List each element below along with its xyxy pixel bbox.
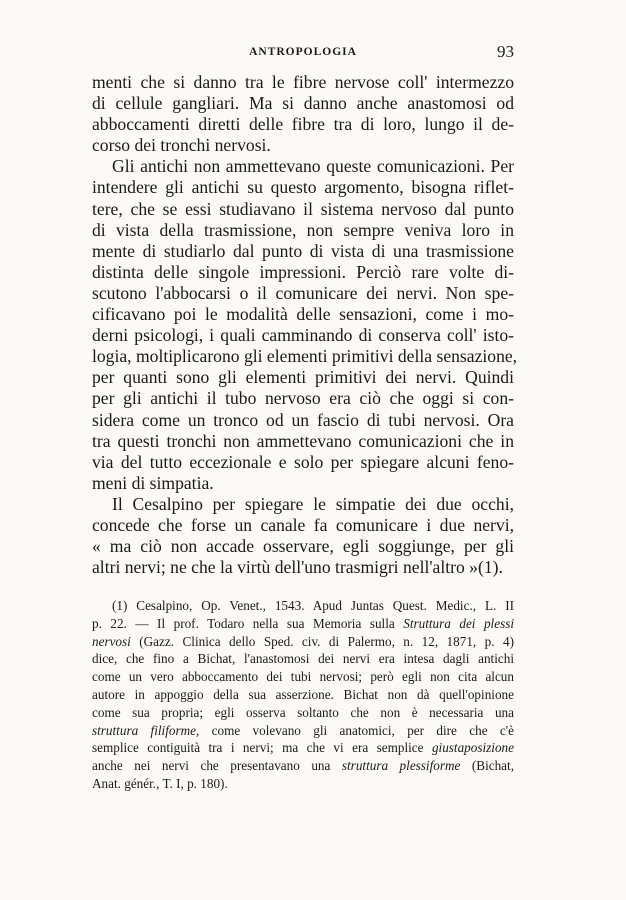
body-line: meni di simpatia. — [92, 472, 214, 493]
footnote-line — [92, 597, 514, 615]
footnote-text: , come volevano gli anatomici, per dire che c'è — [195, 722, 515, 738]
body-line: cificavano poi le modalità delle sensazioni, come i mo- — [92, 304, 514, 325]
footnote-line — [92, 704, 514, 722]
footnote-line — [92, 668, 514, 686]
footnote-line — [92, 615, 514, 633]
body-line: scutono l'abbocarsi o il comunicare dei nervi. Non spe- — [92, 282, 514, 303]
footnote-italic-title: Struttura dei plessi — [403, 615, 515, 631]
footnote-line — [92, 650, 514, 668]
footnote-line — [92, 739, 514, 757]
body-line: abboccamenti diretti delle fibre tra di loro, lungo il de- — [92, 114, 514, 135]
footnote-line — [92, 686, 514, 704]
body-line: tra questi tronchi non ammettevano comunicazioni che in — [92, 430, 514, 451]
footnote — [92, 597, 514, 793]
body-line: distinta delle singole impressioni. Perciò rare volte di- — [92, 261, 514, 282]
body-line: di cellule gangliari. Ma si danno anche anastomosi od — [92, 93, 514, 114]
footnote-text: p. 22. — Il prof. Todaro nella sua Memoria sulla — [92, 615, 404, 631]
body-line: mente di studiarlo dal punto di vista di una trasmissione — [92, 240, 514, 261]
footnote-text: (1) Cesalpino, Op. Venet., 1543. Apud Juntas Quest. Medic., L. II — [112, 598, 514, 613]
footnote-italic-title: nervosi — [92, 633, 131, 649]
footnote-line — [92, 757, 514, 775]
body-line: Il Cesalpino per spiegare le simpatie dei due occhi, — [112, 493, 514, 514]
body-line: derni psicologi, i quali camminando di conserva coll' isto- — [92, 325, 514, 346]
footnote-text: come un vero abboccamento dei tubi nervosi; però egli non cita alcun — [92, 669, 514, 685]
body-line: concede che forse un canale fa comunicare i due nervi, — [92, 514, 514, 535]
footnote-italic-term: struttura filiforme — [92, 722, 196, 738]
body-line: « ma ciò non accade osservare, egli soggiunge, per gli — [92, 536, 514, 557]
footnote-italic-term: giustaposizione — [431, 740, 514, 756]
footnote-text: dice, che fino a Bichat, l'anastomosi dei nervi era intesa dagli antichi — [92, 651, 514, 667]
body-line: logia, moltiplicarono gli elementi primitivi della sensazione, — [92, 346, 518, 367]
page-header — [92, 42, 514, 66]
footnote-line — [92, 775, 514, 793]
footnote-line — [92, 633, 514, 651]
footnote-text: Anat. génér., T. I, p. 180). — [92, 775, 228, 791]
body-line: via del tutto eccezionale e solo per spiegare alcuni feno- — [92, 451, 514, 472]
body-line: per gli antichi il tubo nervoso era ciò che oggi si con- — [92, 388, 514, 409]
footnote-text: semplice contiguità tra i nervi; ma che vi era semplice — [92, 740, 432, 756]
body-line: corso dei tronchi nervosi. — [92, 135, 271, 156]
footnote-text: anche nei nervi che presentavano una — [92, 758, 342, 774]
body-line: menti che si danno tra le fibre nervose coll' intermezzo — [92, 72, 514, 92]
footnote-text: (Bichat, — [460, 758, 514, 774]
body-line: Gli antichi non ammettevano queste comunicazioni. Per — [112, 156, 514, 177]
body-line: di vista della trasmissione, non sempre veniva loro in — [92, 219, 514, 240]
body-line: sidera come un tronco od un fascio di tubi nervosi. Ora — [92, 409, 514, 430]
footnote-text: come sua propria; egli osserva soltanto che non è necessaria una — [92, 704, 514, 720]
body-line: tere, che se essi studiavano il sistema nervoso dal punto — [92, 198, 514, 219]
footnote-italic-term: struttura plessiforme — [341, 758, 461, 774]
body-line: per quanti sono gli elementi primitivi dei nervi. Quindi — [92, 367, 514, 388]
running-title: ANTROPOLOGIA — [249, 46, 357, 58]
body-text — [92, 72, 518, 578]
footnote-line — [92, 722, 514, 740]
body-line: intendere gli antichi su questo argomento, bisogna riflet- — [92, 177, 514, 198]
footnote-text: (Gazz. Clinica dello Sped. civ. di Palermo, n. 12, 1871, p. 4) — [130, 633, 514, 649]
body-line: altri nervi; ne che la virtù dell'uno trasmigri nell'altro »(1). — [92, 557, 503, 578]
footnote-text: autore in appoggio della sua asserzione. Bichat non dà quell'opinione — [92, 686, 514, 702]
page-number: 93 — [497, 42, 514, 61]
